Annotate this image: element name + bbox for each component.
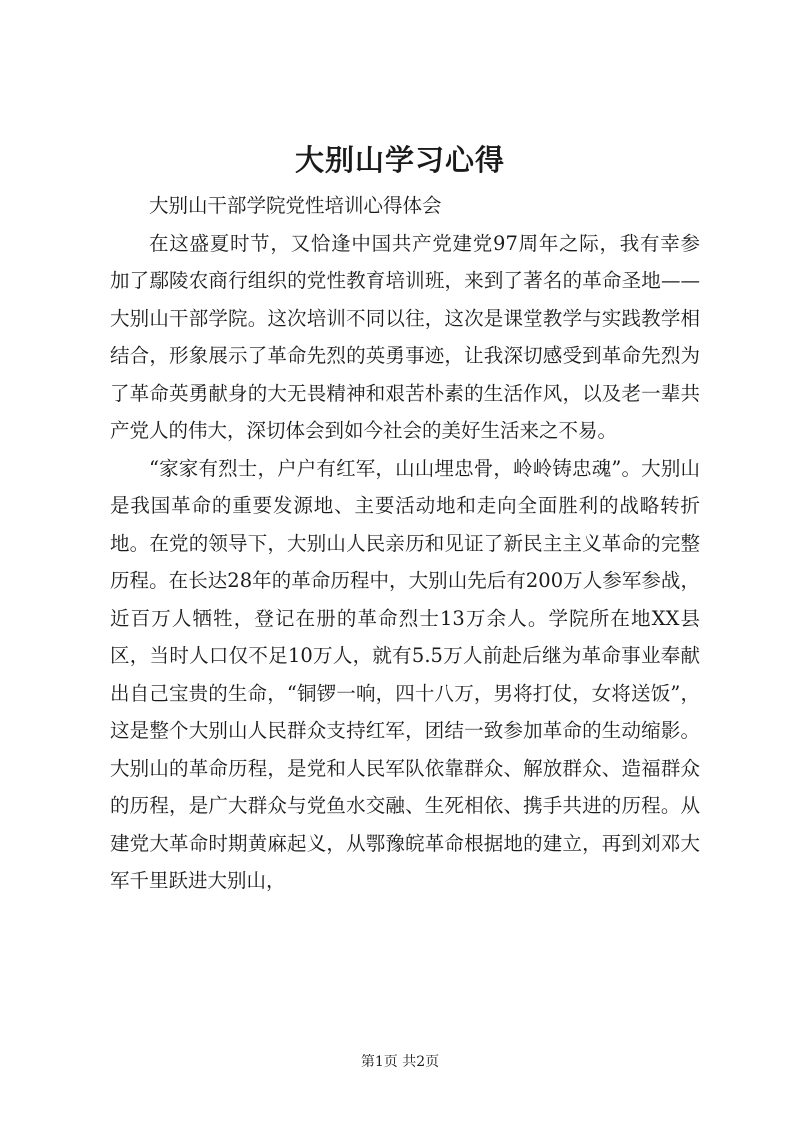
body-paragraph: “家家有烈士，户户有红军，山山埋忠骨，岭岭铸忠魂”。大别山是我国革命的重要发源地、主要活动地和走向全面胜利的战略转折地。在党的领导下，大别山人民亲历和见证了新民主主义革命的完整历程。在长达28年的革命历程中，大别山先后有200万人参军参战，近百万人牺牲，登记在册的革命烈士13万余人。学院所在地XX县区，当时人口仅不足10万人，就有5.5万人前赴后继为革命事业奉献出自己宝贵的生命，“铜锣一响，四十八万，男将打仗，女将送饭”，这是整个大别山人民群众支持红军，团结一致参加革命的生动缩影。大别山的革命历程，是党和人民军队依靠群众、解放群众、造福群众的历程，是广大群众与党鱼水交融、生死相依、携手共进的历程。从建党大革命时期黄麻起义，从鄂豫皖革命根据地的建立，再到刘邓大军千里跃进大别山， [110,456,700,892]
document-title: 大别山学习心得 [294,143,505,177]
page-footer: 第1页 共2页 [360,1054,440,1070]
document-body [110,187,700,900]
subtitle-paragraph: 大别山干部学院党性培训心得体会 [149,194,442,217]
body-paragraph: 在这盛夏时节，又恰逢中国共产党建党97周年之际，我有幸参加了鄢陵农商行组织的党性教育培训班，来到了著名的革命圣地——大别山干部学院。这次培训不同以往，这次是课堂教学与实践教学相结合，形象展示了革命先烈的英勇事迹，让我深切感受到革命先烈为了革命英勇献身的大无畏精神和艰苦朴素的生活作风，以及老一辈共产党人的伟大，深切体会到如今社会的美好生活来之不易。 [110,231,700,442]
